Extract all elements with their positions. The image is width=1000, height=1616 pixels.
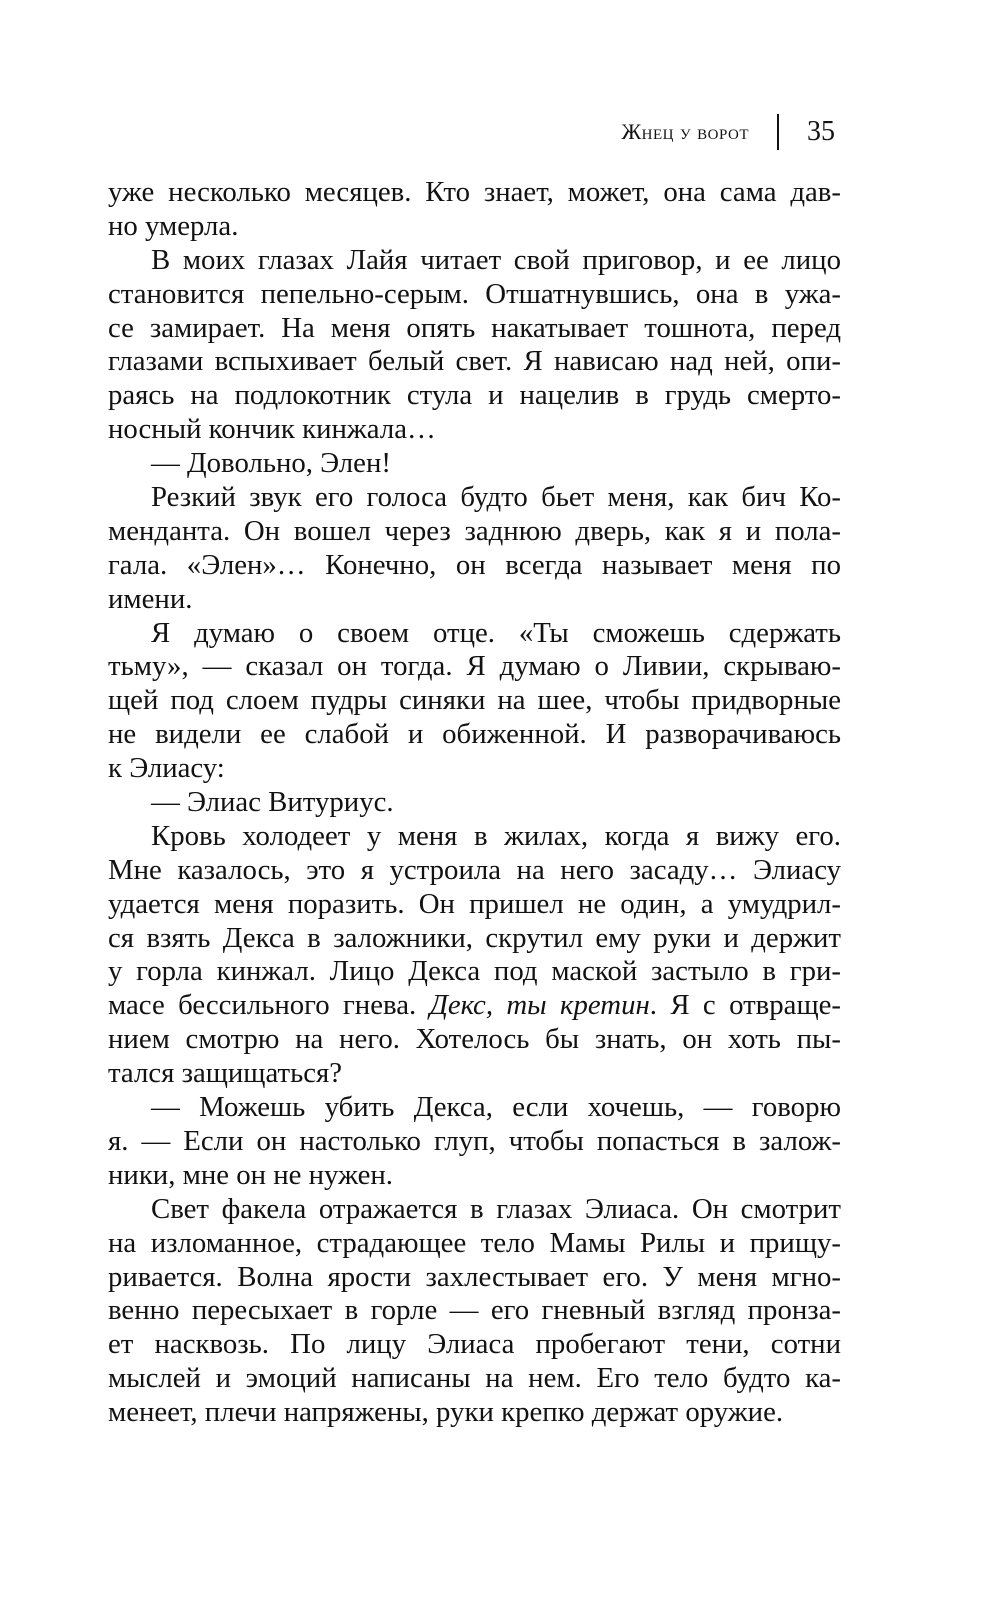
- text-segment: на изломанное, страдающее тело Мамы Рилы и прищу-: [108, 1226, 841, 1259]
- text-line: [108, 379, 841, 413]
- text-segment: менданта. Он вошел через заднюю дверь, как я и пола-: [108, 514, 841, 547]
- text-segment: раясь на подлокотник стула и нацелив в грудь смерто-: [108, 379, 841, 412]
- text-segment: — Элиас Витуриус.: [151, 786, 394, 819]
- text-segment: Я думаю о своем отце. «Ты сможешь сдержать: [151, 616, 841, 649]
- text-line: [108, 617, 841, 651]
- text-line: [108, 1362, 841, 1396]
- text-line: [108, 481, 841, 515]
- text-segment: к Элиасу:: [108, 752, 225, 785]
- text-segment: гала. «Элен»… Конечно, он всегда называет меня по: [108, 548, 841, 581]
- italic-text: Декс, ты кретин: [429, 989, 650, 1022]
- text-segment: но умерла.: [108, 209, 239, 242]
- text-segment: ривается. Волна ярости захлестывает его. У меня мгно-: [108, 1260, 841, 1293]
- text-line: [108, 447, 841, 481]
- text-line: [108, 278, 841, 312]
- paragraph: [108, 1091, 841, 1193]
- text-line: [108, 345, 841, 379]
- text-segment: Свет факела отражается в глазах Элиаса. Он смотрит: [151, 1192, 841, 1225]
- text-line: [108, 549, 841, 583]
- text-segment: имени.: [108, 582, 193, 615]
- text-line: [108, 854, 841, 888]
- text-segment: се замирает. На меня опять накатывает тошнота, перед: [108, 311, 841, 344]
- text-segment: тьму», — сказал он тогда. Я думаю о Ливии, скрываю-: [108, 650, 841, 683]
- text-segment: ет насквозь. По лицу Элиаса пробегают тени, сотни: [108, 1328, 841, 1361]
- text-segment: Кровь холодеет у меня в жилах, когда я вижу его.: [151, 819, 841, 852]
- text-line: [108, 1261, 841, 1295]
- text-segment: мыслей и эмоций написаны на нем. Его тело будто ка-: [108, 1362, 841, 1395]
- text-segment: у горла кинжал. Лицо Декса под маской застыло в гри-: [108, 955, 841, 988]
- paragraph: [108, 244, 841, 447]
- paragraph: [108, 1193, 841, 1430]
- text-line: [108, 312, 841, 346]
- text-line: [108, 718, 841, 752]
- paragraph: [108, 176, 841, 244]
- paragraph: [108, 481, 841, 617]
- text-segment: Резкий звук его голоса будто бьет меня, как бич Ко-: [151, 481, 841, 514]
- text-segment: — Довольно, Элен!: [151, 447, 391, 480]
- text-line: [108, 1159, 841, 1193]
- text-segment: Мне казалось, это я устроила на него засаду… Элиасу: [108, 853, 841, 886]
- text-segment: тался защищаться?: [108, 1057, 343, 1090]
- text-segment: я. — Если он настолько глуп, чтобы попасться в залож-: [108, 1124, 841, 1157]
- header-divider: [777, 114, 779, 150]
- text-line: [108, 1091, 841, 1125]
- text-line: [108, 1125, 841, 1159]
- text-line: [108, 650, 841, 684]
- text-segment: нием смотрю на него. Хотелось бы знать, он хоть пы-: [108, 1023, 841, 1056]
- text-line: [108, 1396, 841, 1430]
- text-line: [108, 820, 841, 854]
- text-line: [108, 1328, 841, 1362]
- text-line: [108, 176, 841, 210]
- text-segment: менеет, плечи напряжены, руки крепко держат оружие.: [108, 1396, 784, 1429]
- paragraph: [108, 786, 841, 820]
- running-header: [621, 112, 835, 152]
- text-line: [108, 955, 841, 989]
- running-title: Жнец у ворот: [621, 119, 749, 144]
- text-line: [108, 583, 841, 617]
- text-line: [108, 922, 841, 956]
- text-line: [108, 210, 841, 244]
- text-line: [108, 888, 841, 922]
- page-number: 35: [807, 116, 835, 147]
- text-line: [108, 684, 841, 718]
- text-segment: В моих глазах Лайя читает свой приговор, и ее лицо: [151, 243, 841, 276]
- paragraph: [108, 820, 841, 1091]
- text-segment: носный кончик кинжала…: [108, 413, 436, 446]
- text-line: [108, 515, 841, 549]
- body-text: [108, 176, 841, 1430]
- text-line: [108, 1193, 841, 1227]
- text-line: [108, 1057, 841, 1091]
- text-line: [108, 786, 841, 820]
- text-segment: ся взять Декса в заложники, скрутил ему руки и держит: [108, 921, 841, 954]
- text-segment: ники, мне он не нужен.: [108, 1158, 393, 1191]
- text-segment: не видели ее слабой и обиженной. И разворачиваюсь: [108, 718, 841, 751]
- text-line: [108, 989, 841, 1023]
- text-line: [108, 1227, 841, 1261]
- text-line: [108, 244, 841, 278]
- text-segment: уже несколько месяцев. Кто знает, может, она сама дав-: [108, 176, 841, 208]
- text-segment: удается меня поразить. Он пришел не один, а умудрил-: [108, 887, 841, 920]
- text-line: [108, 1023, 841, 1057]
- text-segment: глазами вспыхивает белый свет. Я нависаю над ней, опи-: [108, 345, 841, 378]
- text-segment: масе бессильного гнева.: [108, 989, 430, 1022]
- text-segment: становится пепельно-серым. Отшатнувшись, она в ужа-: [108, 277, 841, 310]
- text-line: [108, 752, 841, 786]
- text-segment: щей под слоем пудры синяки на шее, чтобы придворные: [108, 684, 841, 717]
- text-line: [108, 413, 841, 447]
- paragraph: [108, 447, 841, 481]
- text-segment: . Я с отвраще-: [649, 989, 841, 1022]
- text-segment: — Можешь убить Декса, если хочешь, — говорю: [151, 1091, 841, 1124]
- text-segment: венно пересыхает в горле — его гневный взгляд пронза-: [108, 1294, 841, 1327]
- paragraph: [108, 617, 841, 786]
- text-line: [108, 1294, 841, 1328]
